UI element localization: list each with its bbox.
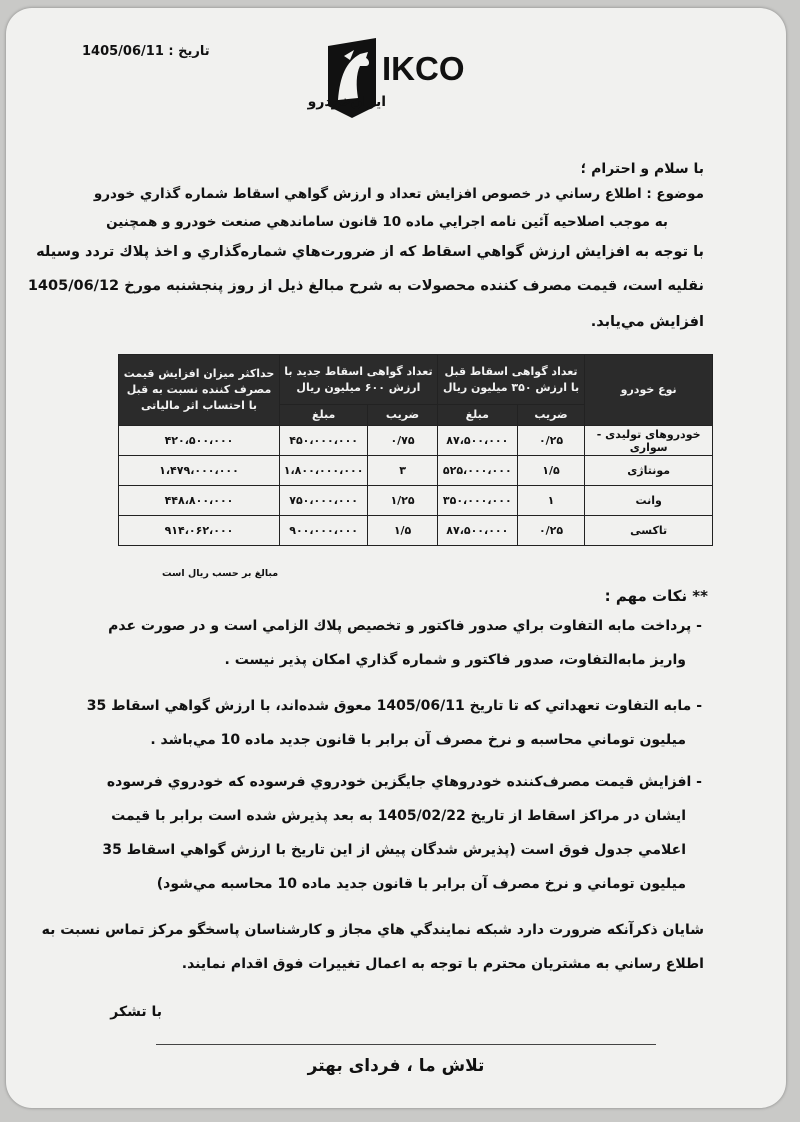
subheader-coef: ضریب bbox=[517, 405, 585, 426]
new-coef-cell: ۳ bbox=[368, 456, 438, 486]
header-vehicle-type: نوع خودرو bbox=[585, 355, 713, 426]
table-row bbox=[119, 426, 713, 456]
header-max-increase: حداکثر میزان افزایش قیمت مصرف کننده نسبت به قبل با احتساب اثر مالیاتی bbox=[119, 355, 280, 426]
old-coef-cell: ۰/۲۵ bbox=[517, 426, 585, 456]
svg-text:IKCO: IKCO bbox=[382, 50, 465, 87]
company-slogan: تلاش ما ، فردای بهتر bbox=[307, 1056, 485, 1076]
note2-line2: ميليون توماني محاسبه و نرخ مصرف آن برابر با قانون جديد ماده 10 مي‌باشد . bbox=[150, 732, 686, 748]
note2-line1: - مابه التفاوت تعهداتي كه تا تاريخ 1405/06/11 معوق شده‌اند، با ارزش گواهي اسقاط 35 bbox=[86, 698, 702, 714]
vehicle-cell: وانت bbox=[585, 486, 713, 516]
max-increase-cell: ۹۱۴،۰۶۲،۰۰۰ bbox=[119, 516, 280, 546]
vehicle-cell: تاکسی bbox=[585, 516, 713, 546]
table-row bbox=[119, 486, 713, 516]
new-coef-cell: ۱/۲۵ bbox=[368, 486, 438, 516]
thanks: با تشكر bbox=[110, 1004, 162, 1020]
old-amount-cell: ۳۵۰،۰۰۰،۰۰۰ bbox=[437, 486, 517, 516]
para1-line1: با توجه به افزايش ارزش گواهي اسقاط كه از ضرورت‌هاي شماره‌گذاري و اخذ پلاك تردد وسيله bbox=[36, 244, 704, 260]
vehicle-cell: مونتاژی bbox=[585, 456, 713, 486]
old-amount-cell: ۸۷،۵۰۰،۰۰۰ bbox=[437, 426, 517, 456]
greeting: با سلام و احترام ؛ bbox=[580, 161, 704, 177]
subheader-amount: مبلغ bbox=[280, 405, 368, 426]
subheader-coef: ضریب bbox=[368, 405, 438, 426]
letter-date: تاريخ : 1405/06/11 bbox=[82, 44, 210, 59]
horse-shield-icon bbox=[307, 36, 510, 120]
vehicle-cell: خودروهای تولیدی - سواری bbox=[585, 426, 713, 456]
old-coef-cell: ۰/۲۵ bbox=[517, 516, 585, 546]
note1-line1: - پرداخت مابه التفاوت براي صدور فاكتور و تخصيص پلاك الزامي است و در صورت عدم bbox=[108, 618, 702, 634]
table-row bbox=[119, 456, 713, 486]
max-increase-cell: ۴۲۰،۵۰۰،۰۰۰ bbox=[119, 426, 280, 456]
svg-text:ایران‌خودرو: ایران‌خودرو bbox=[307, 94, 386, 110]
new-amount-cell: ۹۰۰،۰۰۰،۰۰۰ bbox=[280, 516, 368, 546]
note3-line1: - افزايش قيمت مصرف‌كننده خودروهاي جايگزين خودروي فرسوده كه خودروي فرسوده bbox=[106, 774, 702, 790]
para1-line2: نقليه است، قيمت مصرف كننده محصولات به شرح مبالغ ذيل از روز پنجشنبه مورخ 1405/06/12 bbox=[27, 278, 704, 294]
table-footnote: مبالغ بر حسب ريال است bbox=[162, 568, 279, 579]
new-amount-cell: ۴۵۰،۰۰۰،۰۰۰ bbox=[280, 426, 368, 456]
table-row bbox=[119, 516, 713, 546]
letter-page bbox=[6, 8, 786, 1108]
new-coef-cell: ۱/۵ bbox=[368, 516, 438, 546]
para1-line3: افزايش مي‌يابد. bbox=[590, 314, 704, 330]
closing-line2: اطلاع رساني به مشتريان محترم با توجه به اعمال تغييرات فوق اقدام نمايند. bbox=[181, 956, 704, 972]
max-increase-cell: ۴۴۸،۸۰۰،۰۰۰ bbox=[119, 486, 280, 516]
footer-divider bbox=[156, 1044, 656, 1045]
header-old-certificate: تعداد گواهی اسقاط قبل با ارزش ۳۵۰ میلیون ریال bbox=[437, 355, 584, 405]
old-amount-cell: ۸۷،۵۰۰،۰۰۰ bbox=[437, 516, 517, 546]
new-coef-cell: ۰/۷۵ bbox=[368, 426, 438, 456]
old-coef-cell: ۱/۵ bbox=[517, 456, 585, 486]
old-coef-cell: ۱ bbox=[517, 486, 585, 516]
new-amount-cell: ۷۵۰،۰۰۰،۰۰۰ bbox=[280, 486, 368, 516]
closing-line1: شايان ذكرآنكه ضرورت دارد شبكه نمايندگي هاي مجاز و كارشناسان پاسخگو مركز تماس نسبت به bbox=[41, 922, 704, 938]
ikco-logo bbox=[307, 36, 510, 120]
new-amount-cell: ۱،۸۰۰،۰۰۰،۰۰۰ bbox=[280, 456, 368, 486]
notes-title: ** نكات مهم : bbox=[604, 587, 708, 605]
subject-line: موضوع : اطلاع رساني در خصوص افزايش تعداد و ارزش گواهي اسقاط شماره گذاري خودرو bbox=[93, 186, 704, 202]
note3-line3: اعلامي جدول فوق است (پذيرش شدگان پيش از اين تاريخ با ارزش گواهي اسقاط 35 bbox=[102, 842, 686, 858]
price-table bbox=[118, 354, 713, 546]
note3-line2: ايشان در مراكز اسقاط از تاريخ 1405/02/22 به بعد پذيرش شده است برابر با قيمت bbox=[111, 808, 686, 824]
note3-line4: ميليون توماني و نرخ مصرف آن برابر با قانون جديد ماده 10 محاسبه مي‌شود) bbox=[156, 876, 686, 892]
old-amount-cell: ۵۲۵،۰۰۰،۰۰۰ bbox=[437, 456, 517, 486]
subheader-amount: مبلغ bbox=[437, 405, 517, 426]
subject-continuation: به موجب اصلاحيه آئين نامه اجرايي ماده 10 قانون ساماندهي صنعت خودرو و همچنين bbox=[106, 214, 668, 230]
header-new-certificate: تعداد گواهی اسقاط جدید با ارزش ۶۰۰ میلیون ریال bbox=[280, 355, 438, 405]
note1-line2: واريز مابه‌التفاوت، صدور فاكتور و شماره گذاري امكان پذير نيست . bbox=[224, 652, 686, 668]
max-increase-cell: ۱،۴۷۹،۰۰۰،۰۰۰ bbox=[119, 456, 280, 486]
